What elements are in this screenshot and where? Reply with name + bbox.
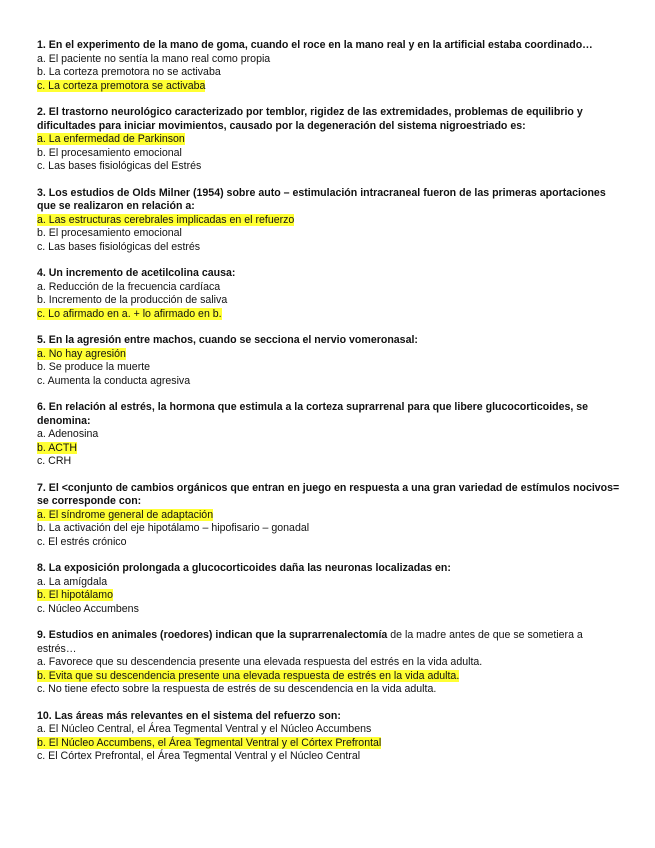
question-block — [37, 710, 625, 764]
answer-option-correct — [37, 80, 625, 94]
answer-option — [37, 160, 625, 174]
question-prompt-text: 5. En la agresión entre machos, cuando se secciona el nervio vomeronasal: — [37, 334, 418, 346]
answer-option — [37, 294, 625, 308]
answer-option-text: a. El síndrome general de adaptación — [37, 508, 214, 521]
answer-option-text: a. El Núcleo Central, el Área Tegmental Ventral y el Núcleo Accumbens — [37, 723, 372, 735]
question-prompt — [37, 187, 625, 214]
answer-option-text: a. El paciente no sentía la mano real como propia — [37, 52, 271, 65]
answer-option-text: b. La corteza premotora no se activaba — [37, 66, 221, 78]
answer-option-text: b. Se produce la muerte — [37, 361, 151, 373]
answer-option-correct — [37, 348, 625, 362]
question-block — [37, 482, 625, 550]
question-prompt — [37, 106, 625, 133]
answer-option — [37, 656, 625, 670]
question-prompt-text: 9. Estudios en animales (roedores) indican que la suprarrenalectomía — [37, 629, 388, 641]
answer-option-text: c. Las bases fisiológicas del Estrés — [37, 160, 202, 172]
question-prompt-text: 3. Los estudios de Olds Milner (1954) sobre auto – estimulación intracraneal fueron de las primeras aportaciones que se realizaron en relación a: — [37, 186, 606, 212]
question-block — [37, 401, 625, 469]
question-prompt-text: 6. En relación al estrés, la hormona que estimula a la corteza suprarrenal para que libere glucocorticoides, se denomina: — [37, 401, 589, 427]
answer-option-text: c. El Córtex Prefrontal, el Área Tegmental Ventral y el Núcleo Central — [37, 750, 361, 762]
question-prompt — [37, 401, 625, 428]
answer-option-text: a. Las estructuras cerebrales implicadas en el refuerzo — [37, 213, 295, 226]
answer-option-text: b. La activación del eje hipotálamo – hipofisario – gonadal — [37, 522, 310, 534]
question-block — [37, 187, 625, 255]
question-prompt-text: 8. La exposición prolongada a glucocorticoides daña las neuronas localizadas en: — [37, 562, 451, 574]
question-block — [37, 629, 625, 697]
answer-option-text: c. Lo afirmado en a. + lo afirmado en b. — [37, 307, 222, 320]
answer-option-text: a. Favorece que su descendencia presente una elevada respuesta del estrés en la vida adulta. — [37, 656, 483, 668]
answer-option-text: a. No hay agresión — [37, 347, 126, 360]
answer-option-correct — [37, 737, 625, 751]
answer-option-correct — [37, 133, 625, 147]
answer-option-text: a. La amígdala — [37, 575, 108, 588]
answer-option — [37, 455, 625, 469]
answer-option-text: c. No tiene efecto sobre la respuesta de estrés de su descendencia en la vida adulta. — [37, 683, 437, 695]
question-prompt — [37, 482, 625, 509]
answer-option-correct — [37, 308, 625, 322]
answer-option — [37, 576, 625, 590]
question-block — [37, 39, 625, 93]
answer-option-correct — [37, 214, 625, 228]
answer-option-text: b. El procesamiento emocional — [37, 227, 182, 239]
question-prompt — [37, 39, 625, 53]
question-prompt — [37, 710, 625, 724]
answer-option-text: b. ACTH — [37, 441, 78, 454]
question-prompt-text: 2. El trastorno neurológico caracterizado por temblor, rigidez de las extremidades, problemas de equilibrio y dificultades para iniciar movimientos, causado por la degeneración del sistema nigroestriado es: — [37, 106, 583, 132]
answer-option-text: c. Aumenta la conducta agresiva — [37, 374, 191, 387]
answer-option-text: a. Reducción de la frecuencia cardíaca — [37, 280, 221, 293]
question-prompt-continuation: de la madre antes de que se sometiera a estrés… — [37, 629, 583, 655]
answer-option-text: c. El estrés crónico — [37, 535, 127, 548]
answer-option — [37, 361, 625, 375]
question-prompt — [37, 562, 625, 576]
question-prompt-text: 7. El <conjunto de cambios orgánicos que entran en juego en respuesta a una gran variedad de estímulos nocivos= se corresponde con: — [37, 481, 620, 507]
answer-option — [37, 147, 625, 161]
answer-option-text: b. Evita que su descendencia presente una elevada respuesta de estrés en la vida adulta. — [37, 669, 460, 682]
answer-option — [37, 241, 625, 255]
answer-option-text: a. La enfermedad de Parkinson — [37, 133, 185, 145]
answer-option-text: b. Incremento de la producción de saliva — [37, 294, 228, 306]
answer-option — [37, 227, 625, 241]
question-block — [37, 267, 625, 321]
answer-option — [37, 683, 625, 697]
answer-option-text: b. El Núcleo Accumbens, el Área Tegmental Ventral y el Córtex Prefrontal — [37, 736, 382, 749]
answer-option-correct — [37, 589, 625, 603]
answer-option — [37, 428, 625, 442]
answer-option — [37, 536, 625, 550]
answer-option — [37, 522, 625, 536]
question-block — [37, 334, 625, 388]
answer-option — [37, 375, 625, 389]
answer-option-text: c. La corteza premotora se activaba — [37, 79, 206, 92]
question-block — [37, 106, 625, 174]
question-prompt-text: 1. En el experimento de la mano de goma, cuando el roce en la mano real y en la artificial estaba coordinado… — [37, 39, 593, 51]
question-block — [37, 562, 625, 616]
answer-option — [37, 603, 625, 617]
question-prompt — [37, 267, 625, 281]
answer-option-text: a. Adenosina — [37, 428, 99, 440]
answer-option-text: b. El procesamiento emocional — [37, 146, 182, 159]
answer-option — [37, 281, 625, 295]
answer-option-correct — [37, 509, 625, 523]
answer-option — [37, 750, 625, 764]
question-prompt-text: 10. Las áreas más relevantes en el sistema del refuerzo son: — [37, 709, 341, 722]
answer-option-correct — [37, 442, 625, 456]
answer-option-text: c. Las bases fisiológicas del estrés — [37, 240, 201, 253]
answer-option-text: b. El hipotálamo — [37, 589, 113, 601]
answer-option-text: c. Núcleo Accumbens — [37, 602, 139, 615]
answer-option-text: c. CRH — [37, 455, 72, 467]
question-prompt — [37, 629, 625, 656]
answer-option-correct — [37, 670, 625, 684]
answer-option — [37, 723, 625, 737]
question-prompt-text: 4. Un incremento de acetilcolina causa: — [37, 267, 236, 279]
question-prompt — [37, 334, 625, 348]
answer-option — [37, 66, 625, 80]
answer-option — [37, 53, 625, 67]
